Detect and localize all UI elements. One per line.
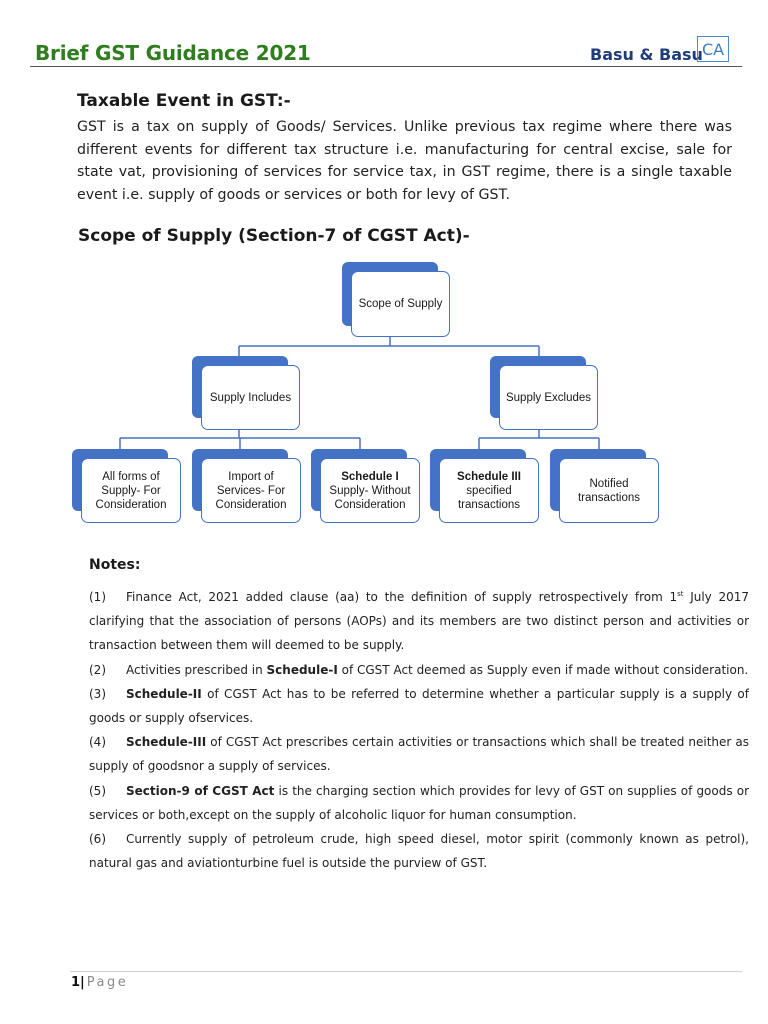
node-label: All forms of Supply- For Consideration <box>95 470 167 511</box>
node-supply-includes <box>192 356 300 430</box>
node-notified-transactions <box>550 449 659 523</box>
firm-name: Basu & Basu <box>590 45 703 64</box>
node-label-bold: Schedule I <box>341 470 399 483</box>
notes-title: Notes: <box>89 557 141 573</box>
node-label: Import of Services- For Consideration <box>215 470 287 511</box>
node-label: Notified transactions <box>577 477 640 504</box>
note-superscript: st <box>677 590 684 598</box>
note-number: (4) <box>89 735 106 750</box>
document-title: Brief GST Guidance 2021 <box>35 41 311 65</box>
svg-text:CA: CA <box>701 40 725 59</box>
page-label: Page <box>86 975 129 990</box>
note-item <box>89 827 749 875</box>
node-schedule-i <box>311 449 420 523</box>
note-text: of CGST Act prescribes certain activities or transactions which shall be treated neither as supply of goodsnor a supply of services. <box>89 735 749 774</box>
node-label: Supply Includes <box>209 391 292 404</box>
ca-logo-icon <box>697 36 729 62</box>
node-label: Supply- Without Consideration <box>329 484 411 511</box>
node-schedule-iii <box>430 449 539 523</box>
note-item <box>89 582 749 658</box>
node-label: specified transactions <box>457 484 520 511</box>
taxable-event-paragraph: GST is a tax on supply of Goods/ Services. Unlike previous tax regime where there was different events for different tax structure i.e. manufacturing for central excise, sale for state vat, provisioning of services for service tax, in GST regime, there is a single taxable event i.e. supply of goods or services or both for levy of GST. <box>77 119 732 203</box>
node-import-of-services <box>192 449 301 523</box>
note-number: (6) <box>89 832 106 847</box>
note-item <box>89 779 749 827</box>
note-number: (3) <box>89 686 106 701</box>
scope-of-supply-heading: Scope of Supply (Section-7 of CGST Act)- <box>78 226 470 246</box>
notes-list <box>89 582 749 875</box>
note-number: (1) <box>89 590 106 604</box>
note-text: of CGST Act has to be referred to determine whether a particular supply is a supply of goods or supply ofservices. <box>89 686 749 726</box>
note-text: is the charging section which provides for levy of GST on supplies of goods or services or both,except on the supply of alcoholic liquor for human consumption. <box>89 783 750 822</box>
note-text: Activities prescribed in <box>126 662 267 677</box>
node-supply-excludes <box>490 356 598 430</box>
footer-rule <box>70 971 742 972</box>
note-item <box>89 682 749 730</box>
page-separator: | <box>80 975 85 990</box>
node-label: Supply Excludes <box>505 391 592 404</box>
note-text: Finance Act, 2021 added clause (aa) to the definition of supply retrospectively from 1 <box>126 590 678 604</box>
node-all-forms-of-supply <box>72 449 181 523</box>
note-text: July 2017 clarifying that the association of persons (AOPs) and its members are two distinct person and activities or transaction between them will deemed to be supply. <box>89 590 750 653</box>
node-scope-of-supply <box>342 262 450 337</box>
page-number: 1 <box>71 975 81 990</box>
note-number: (2) <box>89 662 106 677</box>
note-item <box>89 658 749 682</box>
page-footer <box>71 975 128 990</box>
node-label: Scope of Supply <box>358 298 443 310</box>
note-number: (5) <box>89 783 106 798</box>
note-bold-text: Schedule-I <box>266 662 338 677</box>
note-bold-text: Section-9 of CGST Act <box>126 783 275 798</box>
note-bold-text: Schedule-III <box>126 735 207 750</box>
note-bold-text: Schedule-II <box>126 686 202 701</box>
note-item <box>89 730 749 778</box>
note-text: Currently supply of petroleum crude, high speed diesel, motor spirit (commonly known as petrol), natural gas and aviationturbine fuel is outside the purview of GST. <box>89 832 749 871</box>
node-label-bold: Schedule III <box>457 470 521 483</box>
taxable-event-heading: Taxable Event in GST:- <box>77 91 291 111</box>
note-text: of CGST Act deemed as Supply even if made without consideration. <box>337 662 749 677</box>
header-rule <box>30 66 742 67</box>
